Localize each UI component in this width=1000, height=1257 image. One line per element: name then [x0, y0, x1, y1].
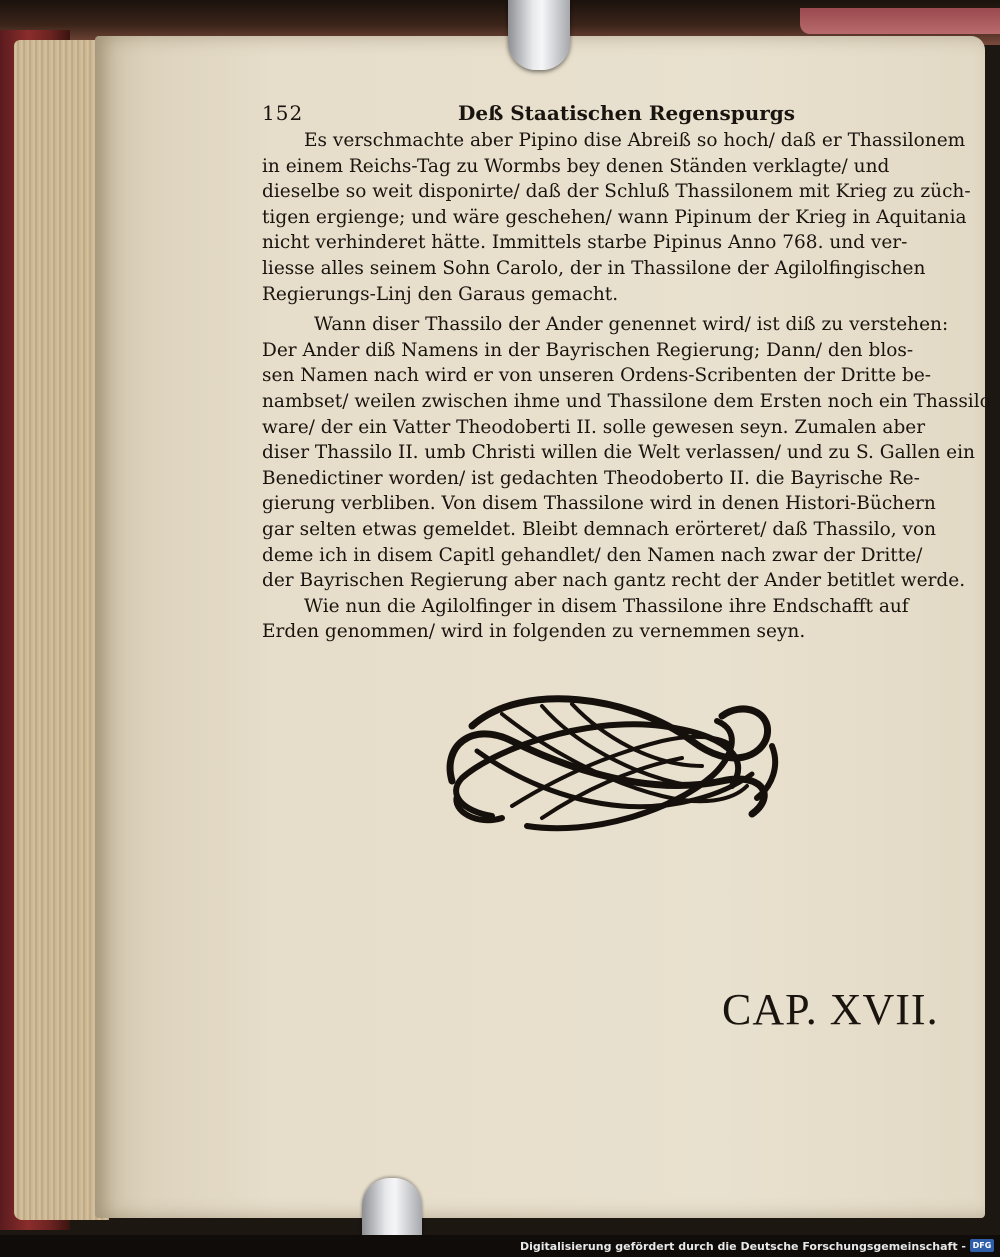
paragraph-2: [262, 312, 991, 594]
text-line: der Bayrischen Regierung aber nach gantz recht der Ander betitlet werde.: [262, 570, 966, 592]
body-text: [262, 128, 991, 645]
text-line: Es verschmachte aber Pipino dise Abreiß so hoch/ daß er Thassilonem: [304, 130, 966, 151]
text-line: Erden genommen/ wird in folgenden zu vernemmen seyn.: [262, 621, 806, 643]
text-line: diser Thassilo II. umb Christi willen die Welt verlassen/ und zu S. Gallen ein: [262, 442, 975, 464]
text-line: liesse alles seinem Sohn Carolo, der in Thassilone der Agilolfingischen: [262, 257, 926, 279]
dfg-logo-icon: DFG: [970, 1239, 994, 1252]
text-line: tigen ergienge; und wäre geschehen/ wann Pipinum der Krieg in Aquitania: [262, 206, 967, 228]
digitization-footer: [0, 1235, 1000, 1257]
text-line: gierung verbliben. Von disem Thassilone wird in denen Histori-Büchern: [262, 493, 936, 515]
text-line: in einem Reichs-Tag zu Wormbs bey denen Ständen verklagte/ und: [262, 155, 890, 177]
text-line: Wie nun die Agilolfinger in disem Thassilone ihre Endschafft auf: [304, 595, 909, 617]
text-line: Benedictiner worden/ ist gedachten Theodoberto II. die Bayrische Re-: [262, 467, 920, 489]
text-line: Wann diser Thassilo der Ander genennet wird/ ist diß zu verstehen:: [314, 314, 949, 336]
page-header: [262, 101, 962, 131]
text-line: dieselbe so weit disponirte/ daß der Schluß Thassilonem mit Krieg zu züch-: [262, 181, 971, 203]
page-clip-bottom: [362, 1178, 422, 1238]
running-title: Deß Staatischen Regenspurgs: [458, 101, 796, 125]
footer-credit: Digitalisierung gefördert durch die Deutsche Forschungsgemeinschaft -: [519, 1240, 966, 1253]
text-line: gar selten etwas gemeldet. Bleibt demnach erörteret/ daß Thassilo, von: [262, 518, 937, 540]
text-line: sen Namen nach wird er von unseren Ordens-Scribenten der Dritte be-: [262, 365, 932, 387]
paragraph-1: [262, 128, 971, 307]
text-line: Regierungs-Linj den Garaus gemacht.: [262, 283, 619, 305]
page-clip-top: [508, 0, 570, 70]
calligraphic-flourish-ornament: [432, 686, 782, 836]
chapter-heading: CAP. XVII.: [722, 985, 939, 1034]
book-cover-corner: [800, 8, 1000, 34]
text-line: ware/ der ein Vatter Theodoberti II. solle gewesen seyn. Zumalen aber: [262, 416, 926, 438]
text-line: deme ich in disem Capitl gehandlet/ den Namen nach zwar der Dritte/: [262, 544, 923, 566]
text-line: Der Ander diß Namens in der Bayrischen Regierung; Dann/ den blos-: [262, 339, 914, 361]
paragraph-3: [262, 594, 952, 645]
text-line: nicht verhinderet hätte. Immittels starbe Pipinus Anno 768. und ver-: [262, 232, 908, 254]
page-number: 152: [262, 101, 304, 125]
text-line: nambset/ weilen zwischen ihme und Thassilone dem Ersten noch ein Thassilo: [262, 390, 991, 412]
